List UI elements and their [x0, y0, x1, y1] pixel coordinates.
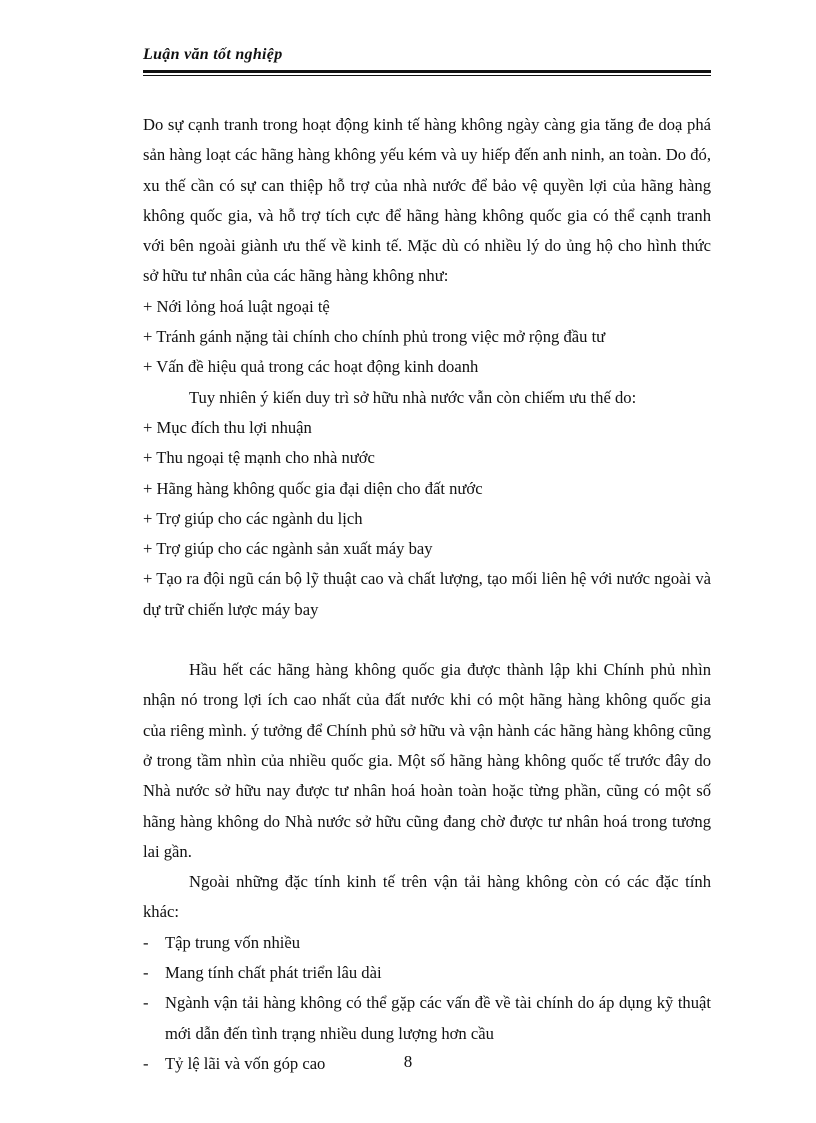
- state-reason-item: + Trợ giúp cho các ngành sản xuất máy bay: [143, 539, 433, 559]
- page-body: [143, 110, 711, 1079]
- document-title: Luận văn tốt nghiệp: [143, 46, 283, 63]
- trait-text: Ngành vận tải hàng không có thể gặp các vấn đề về tài chính do áp dụng kỹ thuật mới dẫn đến tình trạng nhiều dung lượng hơn cầu: [165, 993, 711, 1043]
- private-reason-item: + Vấn đề hiệu quả trong các hoạt động kinh doanh: [143, 357, 479, 377]
- trait-list-item: [143, 958, 711, 988]
- dash-bullet: -: [143, 932, 149, 952]
- header-rule-thin: [143, 75, 711, 76]
- trait-text: Tỷ lệ lãi và vốn góp cao: [165, 1053, 326, 1073]
- state-reason-item: + Mục đích thu lợi nhuận: [143, 417, 312, 437]
- intro-paragraph: Do sự cạnh tranh trong hoạt động kinh tế hàng không ngày càng gia tăng đe doạ phá sản hàng loạt các hãng hàng không yếu kém và uy hiếp đến anh ninh, an toàn. Do đó, xu thế cần có sự can thiệp hỗ trợ của nhà nước để bảo vệ quyền lợi của hãng hàng không quốc gia, và hỗ trợ tích cực để hãng hàng không quốc gia có thể cạnh tranh với bên ngoài giành ưu thế về kinh tế. Mặc dù có nhiều lý do ủng hộ cho hình thức sở hữu tư nhân của các hãng hàng không như:: [143, 115, 711, 286]
- dash-bullet: -: [143, 963, 149, 983]
- page-header: [143, 46, 711, 64]
- state-reason-item: + Tạo ra đội ngũ cán bộ lỹ thuật cao và chất lượng, tạo mối liên hệ với nước ngoài và dự trữ chiến lược máy bay: [143, 569, 711, 619]
- state-reason-item: + Hãng hàng không quốc gia đại diện cho đất nước: [143, 478, 483, 498]
- trait-list-item: [143, 988, 711, 1049]
- other-traits-intro: Ngoài những đặc tính kinh tế trên vận tải hàng không còn có các đặc tính khác:: [143, 872, 711, 922]
- trait-text: Mang tính chất phát triển lâu dài: [165, 963, 382, 983]
- header-rule-thick: [143, 70, 711, 73]
- dash-bullet: -: [143, 993, 149, 1013]
- dash-bullet: -: [143, 1053, 149, 1073]
- page-number: 8: [403, 1052, 413, 1071]
- national-airline-paragraph: Hầu hết các hãng hàng không quốc gia được thành lập khi Chính phủ nhìn nhận nó trong lợi ích cao nhất của đất nước khi có một hãng hàng không quốc gia của riêng mình. ý tưởng để Chính phủ sở hữu và vận hành các hãng hàng không cũng ở trong tầm nhìn của nhiều quốc gia. Một số hãng hàng không quốc tế trước đây do Nhà nước sở hữu nay được tư nhân hoá hoàn toàn hoặc từng phần, cũng có một số hãng hàng không do Nhà nước sở hữu cũng đang chờ được tư nhân hoá trong tương lai gần.: [143, 660, 711, 861]
- trait-text: Tập trung vốn nhiều: [165, 932, 301, 952]
- paragraph-gap: [143, 625, 711, 655]
- private-reason-item: + Nới lỏng hoá luật ngoại tệ: [143, 296, 330, 316]
- trait-list-item: [143, 928, 711, 958]
- state-ownership-intro: Tuy nhiên ý kiến duy trì sở hữu nhà nước vẫn còn chiếm ưu thế do:: [189, 387, 637, 407]
- private-reason-item: + Tránh gánh nặng tài chính cho chính phủ trong việc mở rộng đầu tư: [143, 327, 606, 347]
- state-reason-item: + Thu ngoại tệ mạnh cho nhà nước: [143, 448, 375, 468]
- state-reason-item: + Trợ giúp cho các ngành du lịch: [143, 508, 363, 528]
